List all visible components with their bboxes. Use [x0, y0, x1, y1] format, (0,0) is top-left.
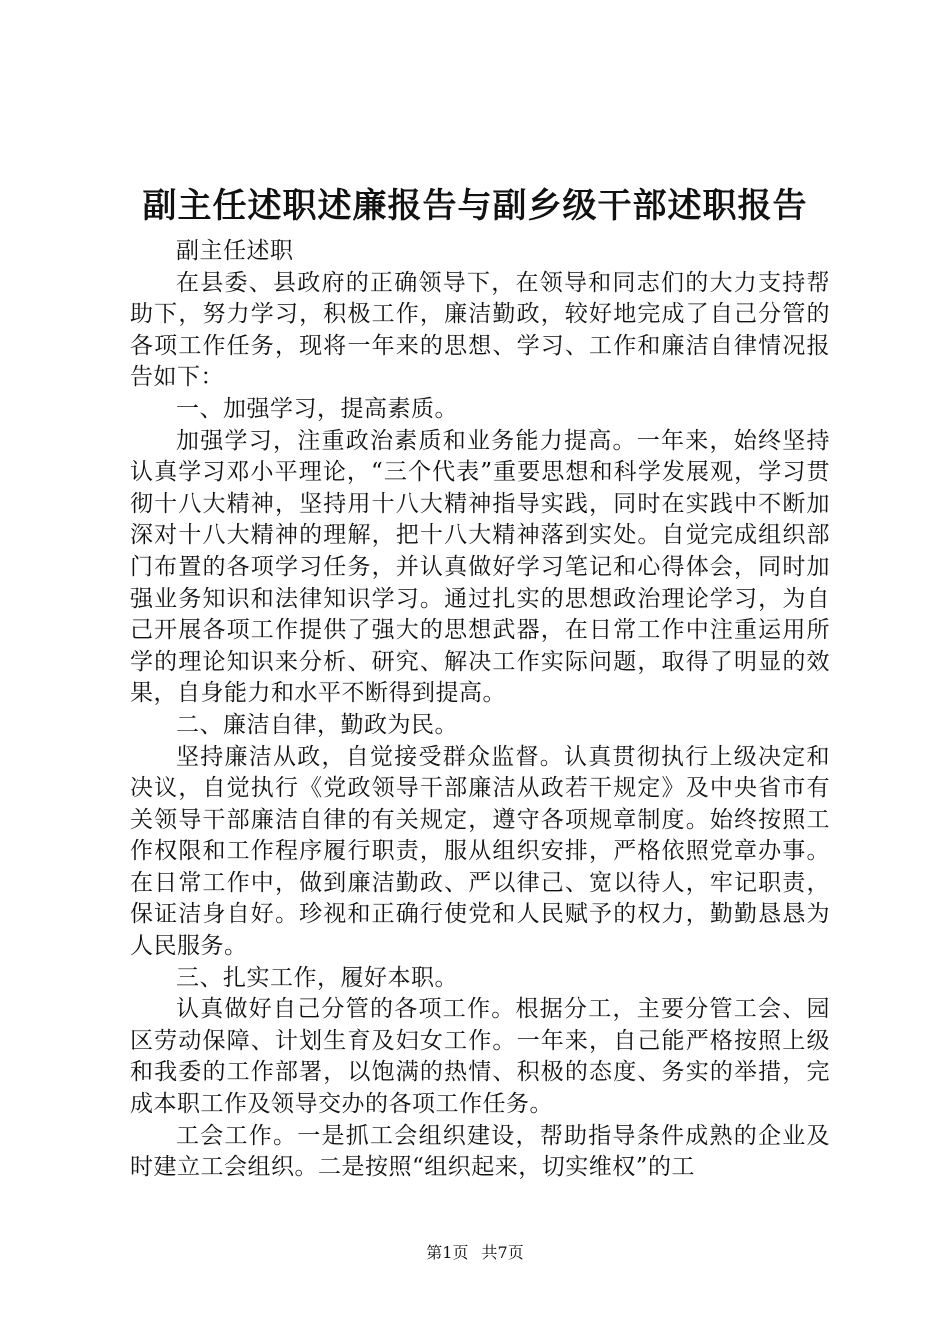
- page-footer: [0, 1242, 950, 1264]
- section-heading-3: 三、扎实工作，履好本职。: [176, 964, 458, 991]
- document-body: [130, 236, 830, 1184]
- paragraph-study: 加强学习，注重政治素质和业务能力提高。一年来，始终坚持认真学习邓小平理论，“三个代表”重要思想和科学发展观，学习贯彻十八大精神，坚持用十八大精神指导实践，同时在实践中不断加深对十八大精神的理解，把十八大精神落到实处。自觉完成组织部门布置的各项学习任务，并认真做好学习笔记和心得体会，同时加强业务知识和法律知识学习。通过扎实的思想政治理论学习，为自己开展各项工作提供了强大的思想武器，在日常工作中注重运用所学的理论知识来分析、研究、解决工作实际问题，取得了明显的效果，自身能力和水平不断得到提高。: [130, 427, 830, 707]
- section-heading-2: 二、廉洁自律，勤政为民。: [176, 711, 458, 738]
- document-title: 副主任述职述廉报告与副乡级干部述职报告: [142, 186, 808, 226]
- section-heading-1: 一、加强学习，提高素质。: [176, 395, 458, 422]
- paragraph-subtitle: 副主任述职: [176, 238, 294, 264]
- page-number: 第1页: [426, 1243, 469, 1262]
- paragraph-intro: 在县委、县政府的正确领导下，在领导和同志们的大力支持帮助下，努力学习，积极工作，廉洁勤政，较好地完成了自己分管的各项工作任务，现将一年来的思想、学习、工作和廉洁自律情况报告如下：: [130, 269, 830, 391]
- paragraph-union: 工会工作。一是抓工会组织建设，帮助指导条件成熟的企业及时建立工会组织。二是按照“组织起来，切实维权”的工: [130, 1122, 830, 1181]
- paragraph-work: 认真做好自己分管的各项工作。根据分工，主要分管工会、园区劳动保障、计划生育及妇女工作。一年来，自己能严格按照上级和我委的工作部署，以饱满的热情、积极的态度、务实的举措，完成本职工作及领导交办的各项工作任务。: [130, 996, 830, 1118]
- paragraph-integrity: 坚持廉洁从政，自觉接受群众监督。认真贯彻执行上级决定和决议，自觉执行《党政领导干部廉洁从政若干规定》及中央省市有关领导干部廉洁自律的有关规定，遵守各项规章制度。始终按照工作权限和工作程序履行职责，服从组织安排，严格依照党章办事。在日常工作中，做到廉洁勤政、严以律己、宽以待人，牢记职责，保证洁身自好。珍视和正确行使党和人民赋予的权力，勤勤恳恳为人民服务。: [130, 743, 830, 960]
- page-total: 共7页: [481, 1243, 524, 1262]
